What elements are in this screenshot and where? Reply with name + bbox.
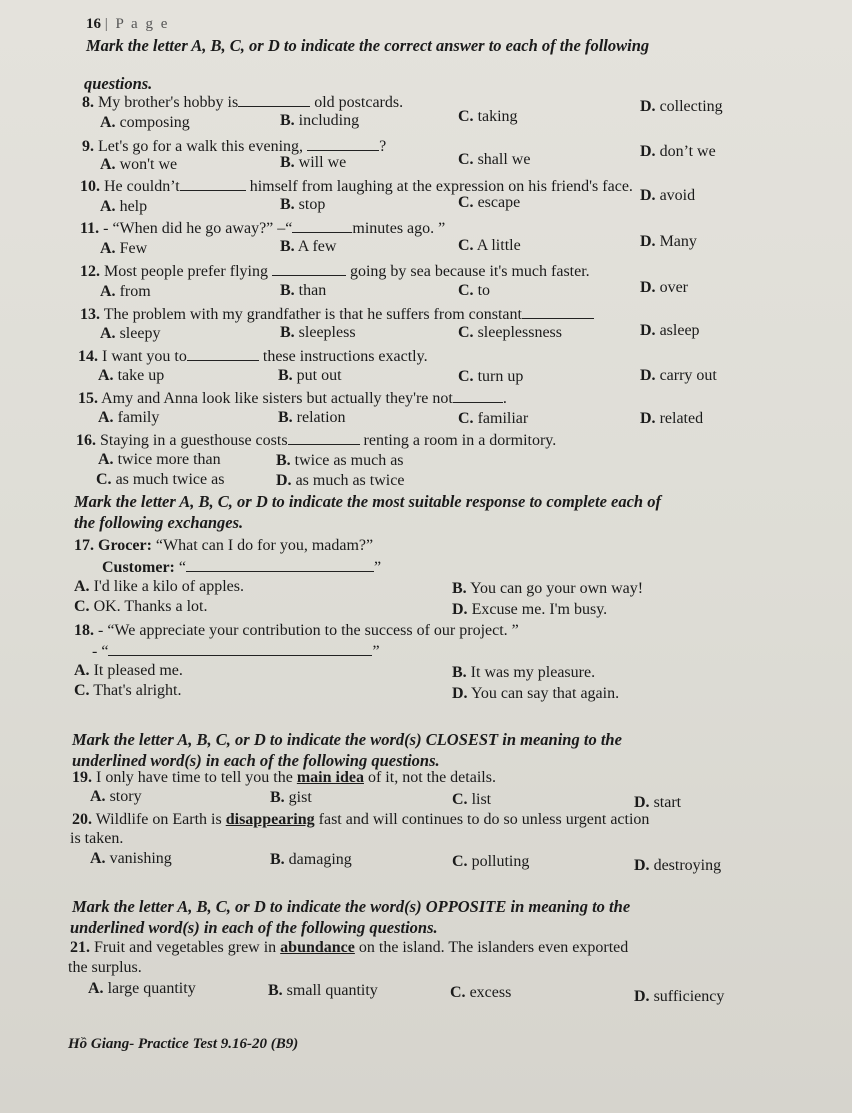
q19-option-a[interactable]: A. story — [90, 788, 142, 805]
q21-option-d[interactable]: D. sufficiency — [634, 988, 725, 1005]
page-header: 16 | P a g e — [86, 16, 170, 32]
q8-option-c[interactable]: C. taking — [458, 108, 518, 125]
question-10: 10. He couldn’t himself from laughing at the expression on his friend's face. — [80, 178, 633, 195]
q17-customer-line: Customer: “ ” — [102, 559, 382, 576]
q11-option-a[interactable]: A. Few — [100, 240, 148, 257]
q17-option-b[interactable]: B. You can go your own way! — [452, 580, 644, 597]
question-12: 12. Most people prefer flying going by sea because it's much faster. — [80, 263, 590, 280]
q14-option-b[interactable]: B. put out — [278, 367, 342, 384]
q8-option-b[interactable]: B. including — [280, 112, 360, 129]
question-16: 16. Staying in a guesthouse costs renting a room in a dormitory. — [76, 432, 557, 449]
page-number: 16 — [86, 16, 101, 32]
q13-option-b[interactable]: B. sleepless — [280, 324, 356, 341]
q14-option-d[interactable]: D. carry out — [640, 367, 717, 384]
instruction-section-3-cont: underlined word(s) in each of the following questions. — [72, 751, 440, 770]
question-13: 13. The problem with my grandfather is that he suffers from constant — [80, 304, 594, 325]
q13-option-c[interactable]: C. sleeplessness — [458, 324, 562, 341]
q21-option-a[interactable]: A. large quantity — [88, 980, 196, 997]
question-21-cont: the surplus. — [68, 959, 142, 976]
q19-option-b[interactable]: B. gist — [270, 789, 312, 806]
q9-option-a[interactable]: A. won't we — [100, 156, 178, 173]
question-15: 15. Amy and Anna look like sisters but actually they're not . — [78, 390, 507, 407]
question-20: 20. Wildlife on Earth is disappearing fast and will continues to do so unless urgent action — [72, 811, 650, 828]
question-21: 21. Fruit and vegetables grew in abundance on the island. The islanders even exported — [70, 939, 629, 956]
q16-option-b[interactable]: B. twice as much as — [276, 452, 404, 469]
q19-option-c[interactable]: C. list — [452, 791, 492, 808]
q9-option-c[interactable]: C. shall we — [458, 151, 531, 168]
q17-option-a[interactable]: A. I'd like a kilo of apples. — [74, 578, 244, 595]
instruction-section-2: Mark the letter A, B, C, or D to indicate the most suitable response to complete each of — [74, 492, 661, 511]
q15-option-c[interactable]: C. familiar — [458, 410, 529, 427]
question-11: 11. - “When did he go away?” –“ minutes ago. ” — [80, 220, 446, 237]
question-8: 8. My brother's hobby is old postcards. — [82, 94, 404, 111]
q18-option-c[interactable]: C. That's alright. — [74, 682, 182, 699]
q12-option-a[interactable]: A. from — [100, 283, 151, 300]
q13-option-a[interactable]: A. sleepy — [100, 325, 161, 342]
q11-option-c[interactable]: C. A little — [458, 237, 521, 254]
instruction-section-4-cont: underlined word(s) in each of the following questions. — [70, 918, 438, 937]
q18-option-d[interactable]: D. You can say that again. — [452, 685, 620, 702]
q8-option-d[interactable]: D. collecting — [640, 98, 723, 115]
page-label: P a g e — [115, 16, 170, 32]
q10-option-b[interactable]: B. stop — [280, 196, 326, 213]
q18-option-b[interactable]: B. It was my pleasure. — [452, 664, 596, 681]
question-20-cont: is taken. — [70, 830, 124, 847]
q21-option-c[interactable]: C. excess — [450, 984, 512, 1001]
q13-option-d[interactable]: D. asleep — [640, 322, 700, 339]
footer-test-title: Hồ Giang- Practice Test 9.16-20 (B9) — [68, 1036, 299, 1052]
q20-underlined-word: disappearing — [225, 811, 315, 828]
instruction-section-4: Mark the letter A, B, C, or D to indicate the word(s) OPPOSITE in meaning to the — [72, 897, 631, 916]
q9-option-d[interactable]: D. don’t we — [640, 143, 716, 160]
q16-option-c[interactable]: C. as much twice as — [96, 471, 225, 488]
q11-option-d[interactable]: D. Many — [640, 233, 697, 250]
q18-option-a[interactable]: A. It pleased me. — [74, 662, 183, 679]
q12-option-b[interactable]: B. than — [280, 282, 327, 299]
q18-response-line: - “ ” — [92, 643, 380, 660]
instruction-section-3: Mark the letter A, B, C, or D to indicate the word(s) CLOSEST in meaning to the — [72, 730, 622, 749]
question-9: 9. Let's go for a walk this evening, ? — [82, 138, 387, 155]
instruction-section-1: Mark the letter A, B, C, or D to indicate the correct answer to each of the following — [86, 36, 650, 55]
q9-option-b[interactable]: B. will we — [280, 154, 347, 171]
q19-option-d[interactable]: D. start — [634, 794, 682, 811]
q8-option-a[interactable]: A. composing — [100, 114, 190, 131]
q17-option-d[interactable]: D. Excuse me. I'm busy. — [452, 601, 608, 618]
instruction-section-1-cont: questions. — [84, 74, 153, 93]
q19-underlined-word: main idea — [296, 769, 364, 786]
q10-option-c[interactable]: C. escape — [458, 194, 521, 211]
q15-option-d[interactable]: D. related — [640, 410, 704, 427]
q20-option-b[interactable]: B. damaging — [270, 851, 352, 868]
question-19: 19. I only have time to tell you the main idea of it, not the details. — [72, 769, 496, 786]
q12-option-c[interactable]: C. to — [458, 282, 491, 299]
q14-option-a[interactable]: A. take up — [98, 367, 165, 384]
instruction-section-2-cont: the following exchanges. — [74, 513, 244, 532]
q20-option-c[interactable]: C. polluting — [452, 853, 530, 870]
question-14: 14. I want you to these instructions exactly. — [78, 348, 428, 365]
question-17: 17. Grocer: “What can I do for you, madam?” — [74, 537, 374, 554]
q10-option-a[interactable]: A. help — [100, 198, 148, 215]
q20-option-a[interactable]: A. vanishing — [90, 850, 172, 867]
q20-option-d[interactable]: D. destroying — [634, 857, 722, 874]
q21-option-b[interactable]: B. small quantity — [268, 982, 378, 999]
q21-underlined-word: abundance — [280, 939, 355, 956]
q16-option-a[interactable]: A. twice more than — [98, 451, 221, 468]
q10-option-d[interactable]: D. avoid — [640, 187, 696, 204]
q16-option-d[interactable]: D. as much as twice — [276, 472, 405, 489]
q17-option-c[interactable]: C. OK. Thanks a lot. — [74, 598, 208, 615]
q12-option-d[interactable]: D. over — [640, 279, 688, 296]
q11-option-b[interactable]: B. A few — [280, 238, 337, 255]
q15-option-b[interactable]: B. relation — [278, 409, 346, 426]
q14-option-c[interactable]: C. turn up — [458, 368, 524, 385]
q15-option-a[interactable]: A. family — [98, 409, 160, 426]
question-18: 18. - “We appreciate your contribution to the success of our project. ” — [74, 622, 519, 639]
